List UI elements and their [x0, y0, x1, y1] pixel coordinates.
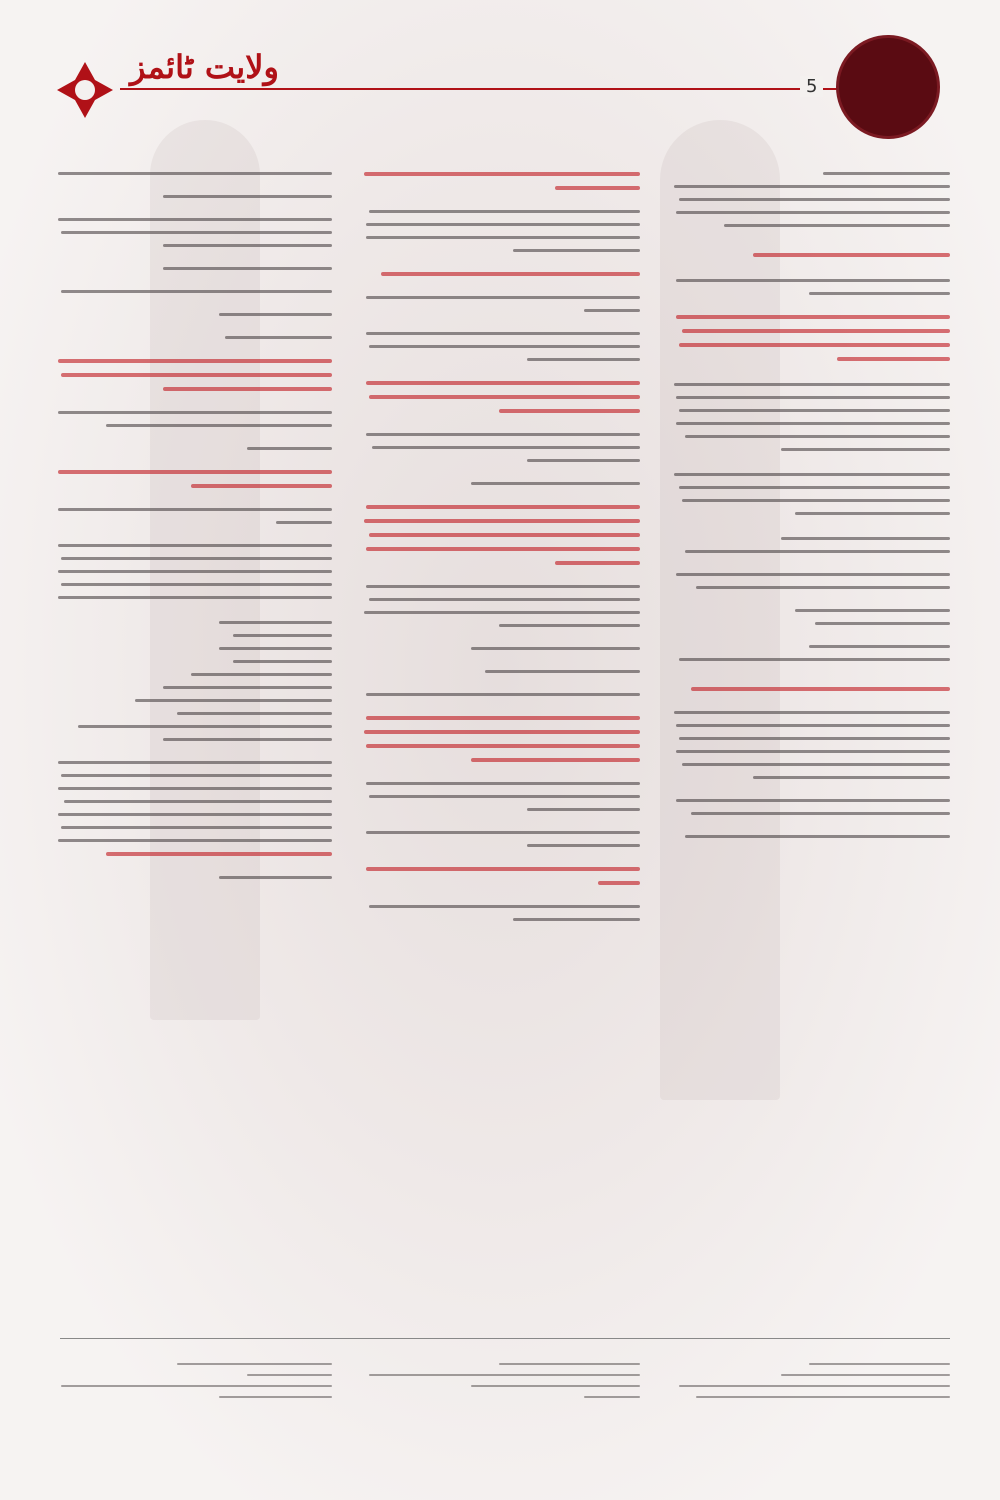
column-left — [50, 162, 332, 1317]
header-rule — [120, 88, 905, 90]
page-number: 5 — [800, 76, 823, 97]
footnotes-right — [668, 1354, 950, 1474]
masthead-title: ولایت ٹائمز — [130, 48, 279, 86]
footnotes-left — [50, 1354, 332, 1474]
footnotes-middle — [358, 1354, 640, 1474]
footnote-rule — [60, 1338, 950, 1339]
column-right — [668, 162, 950, 1317]
emblem-icon — [836, 35, 940, 139]
column-middle — [358, 162, 640, 1317]
logo-icon — [55, 60, 115, 120]
